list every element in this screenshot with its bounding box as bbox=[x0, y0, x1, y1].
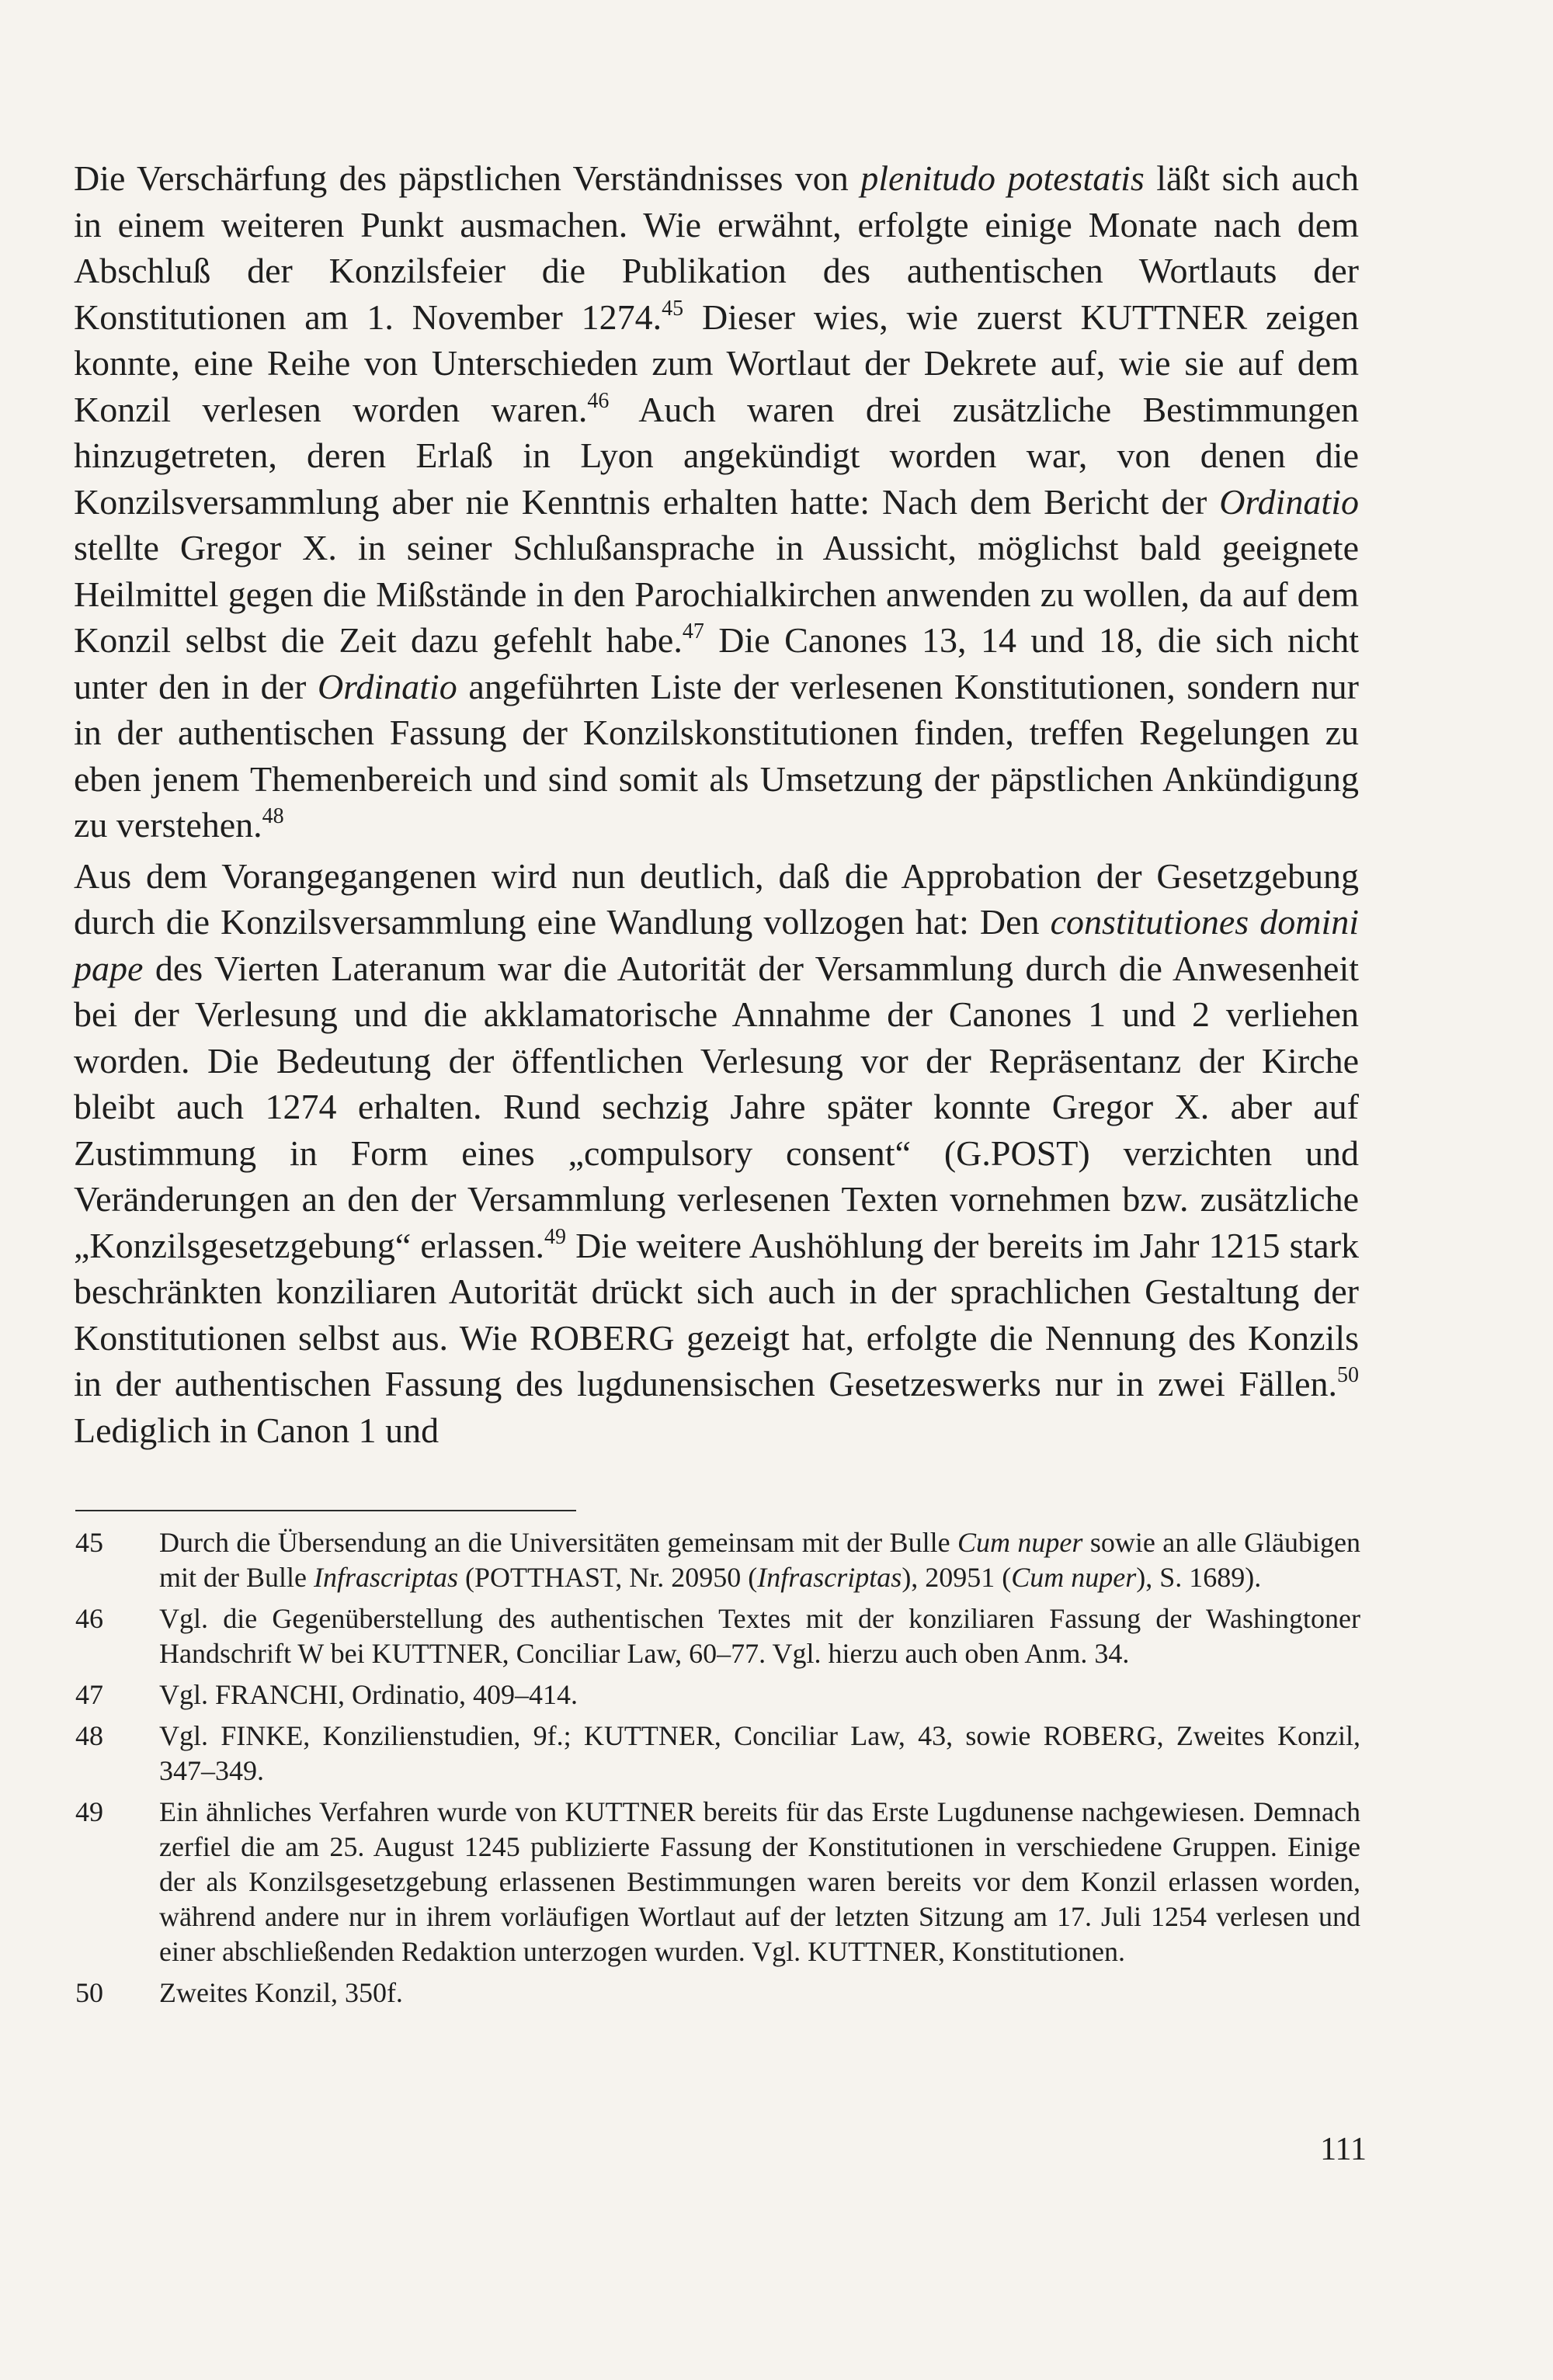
footnote-45 bbox=[75, 1525, 1360, 1595]
footnote-number: 47 bbox=[75, 1679, 103, 1710]
footnote-number: 45 bbox=[75, 1527, 103, 1558]
footnote-text: Ein ähnliches Verfahren wurde von KUTTNER bereits für das Erste Lugdunense nachgewiesen. Demnach zerfiel die am 25. August 1245 publizierte Fassung der Konstitutionen in verschiedene Gruppen. Einige der als Konzilsgesetzgebung erlassenen Bestimmungen waren bereits vor dem Konzil erlassen worden, während andere nur in ihrem vorläufigen Wortlaut auf der letzten Sitzung am 17. Juli 1254 verlesen und einer abschließenden Redaktion unterzogen wurden. Vgl. KUTTNER, Konstitutionen. bbox=[159, 1796, 1360, 1967]
footnote-46 bbox=[75, 1601, 1360, 1671]
footnote-50 bbox=[75, 1976, 1360, 2011]
footnote-text: Vgl. FINKE, Konzilienstudien, 9f.; KUTTNER, Conciliar Law, 43, sowie ROBERG, Zweites Konzil, 347–349. bbox=[159, 1720, 1360, 1786]
footnote-ref-45: 45 bbox=[662, 296, 684, 321]
footnote-ref-49: 49 bbox=[544, 1224, 567, 1249]
footnote-48 bbox=[75, 1719, 1360, 1788]
footnote-49 bbox=[75, 1795, 1360, 1969]
footnote-text: Vgl. FRANCHI, Ordinatio, 409–414. bbox=[159, 1679, 578, 1710]
footnote-number: 50 bbox=[75, 1977, 103, 2008]
footnotes bbox=[75, 1525, 1360, 2017]
paragraph-1: Die Verschärfung des päpstlichen Verständnisses von plenitudo potestatis läßt sich auch in einem weiteren Punkt ausmachen. Wie erwähnt, erfolgte einige Monate nach dem Abschluß der Konzilsfeier die Publikation des authentischen Wortlauts der Konstitutionen am 1. November 1274.45 Dieser wies, wie zuerst KUTTNER zeigen konnte, eine Reihe von Unterschieden zum Wortlaut der Dekrete auf, wie sie auf dem Konzil verlesen worden waren.$^{46}$ Auch waren drei zusätzliche Bestimmungen hinzugetreten, deren Erlaß in Lyon angekündigt worden war, von denen die Konzilsversammlung aber nie Kenntnis erhalten hatte: Nach dem Bericht der Ordinatio stellte Gregor X. in seiner Schlußansprache in Aussicht, möglichst bald geeignete Heilmittel gegen die Mißstände in den Parochialkirchen anwenden zu wollen, da auf dem Konzil selbst die Zeit dazu gefehlt habe.$^{47}$ Die Canones 13, 14 und 18, die sich nicht unter den in der Ordinatio angeführten Liste der verlesenen Konstitutionen, sondern nur in der authentischen Fassung der Konzilskonstitutionen finden, treffen Regelungen zu eben jenem Themenbereich und sind somit als Umsetzung der päpstlichen Ankündigung zu verstehen.$^{48}$ bbox=[74, 158, 1360, 845]
footnote-text: Durch die Übersendung an die Universitäten gemeinsam mit der Bulle Cum nuper sowie an alle Gläubigen mit der Bulle Infrascriptas (POTTHAST, Nr. 20950 (Infrascriptas), 20951 (Cum nuper), S. 1689). bbox=[159, 1527, 1361, 1593]
footnote-47 bbox=[75, 1677, 1360, 1712]
page-number: 111 bbox=[1320, 2132, 1367, 2167]
footnote-ref-50: 50 bbox=[1337, 1363, 1359, 1387]
footnote-ref-46: 46 bbox=[587, 388, 610, 413]
body-text bbox=[74, 155, 1359, 1453]
footnote-number: 48 bbox=[75, 1720, 103, 1751]
footnote-ref-47: 47 bbox=[682, 619, 704, 644]
paragraph-2: Aus dem Vorangegangenen wird nun deutlich, daß die Approbation der Gesetzgebung durch die Konzilsversammlung eine Wandlung vollzogen hat: Den constitutiones domini pape des Vierten Lateranum war die Autorität der Versammlung durch die Anwesenheit bei der Verlesung und die akklamatorische Annahme der Canones 1 und 2 verliehen worden. Die Bedeutung der öffentlichen Verlesung vor der Repräsentanz der Kirche bleibt auch 1274 erhalten. Rund sechzig Jahre später konnte Gregor X. aber auf Zustimmung in Form eines „compulsory consent“ (G.POST) verzichten und Veränderungen an den der Versammlung verlesenen Texten vornehmen bzw. zusätzliche „Konzilsgesetzgebung“ erlassen.$^{49}$ Die weitere Aushöhlung der bereits im Jahr 1215 stark beschränkten konziliaren Autorität drückt sich auch in der sprachlichen Gestaltung der Konstitutionen selbst aus. Wie ROBERG gezeigt hat, erfolgte die Nennung des Konzils in der authentischen Fassung des lugdunensischen Gesetzeswerks nur in zwei Fällen.$^{50}$ Lediglich in Canon 1 und bbox=[74, 855, 1360, 1450]
footnote-divider bbox=[75, 1510, 576, 1511]
footnote-text: Vgl. die Gegenüberstellung des authentischen Textes mit der konziliaren Fassung der Washingtoner Handschrift W bei KUTTNER, Conciliar Law, 60–77. Vgl. hierzu auch oben Anm. 34. bbox=[159, 1603, 1360, 1669]
footnote-number: 49 bbox=[75, 1796, 103, 1827]
footnote-ref-48: 48 bbox=[262, 804, 284, 828]
footnote-text: Zweites Konzil, 350f. bbox=[159, 1977, 403, 2008]
footnote-number: 46 bbox=[75, 1603, 103, 1634]
